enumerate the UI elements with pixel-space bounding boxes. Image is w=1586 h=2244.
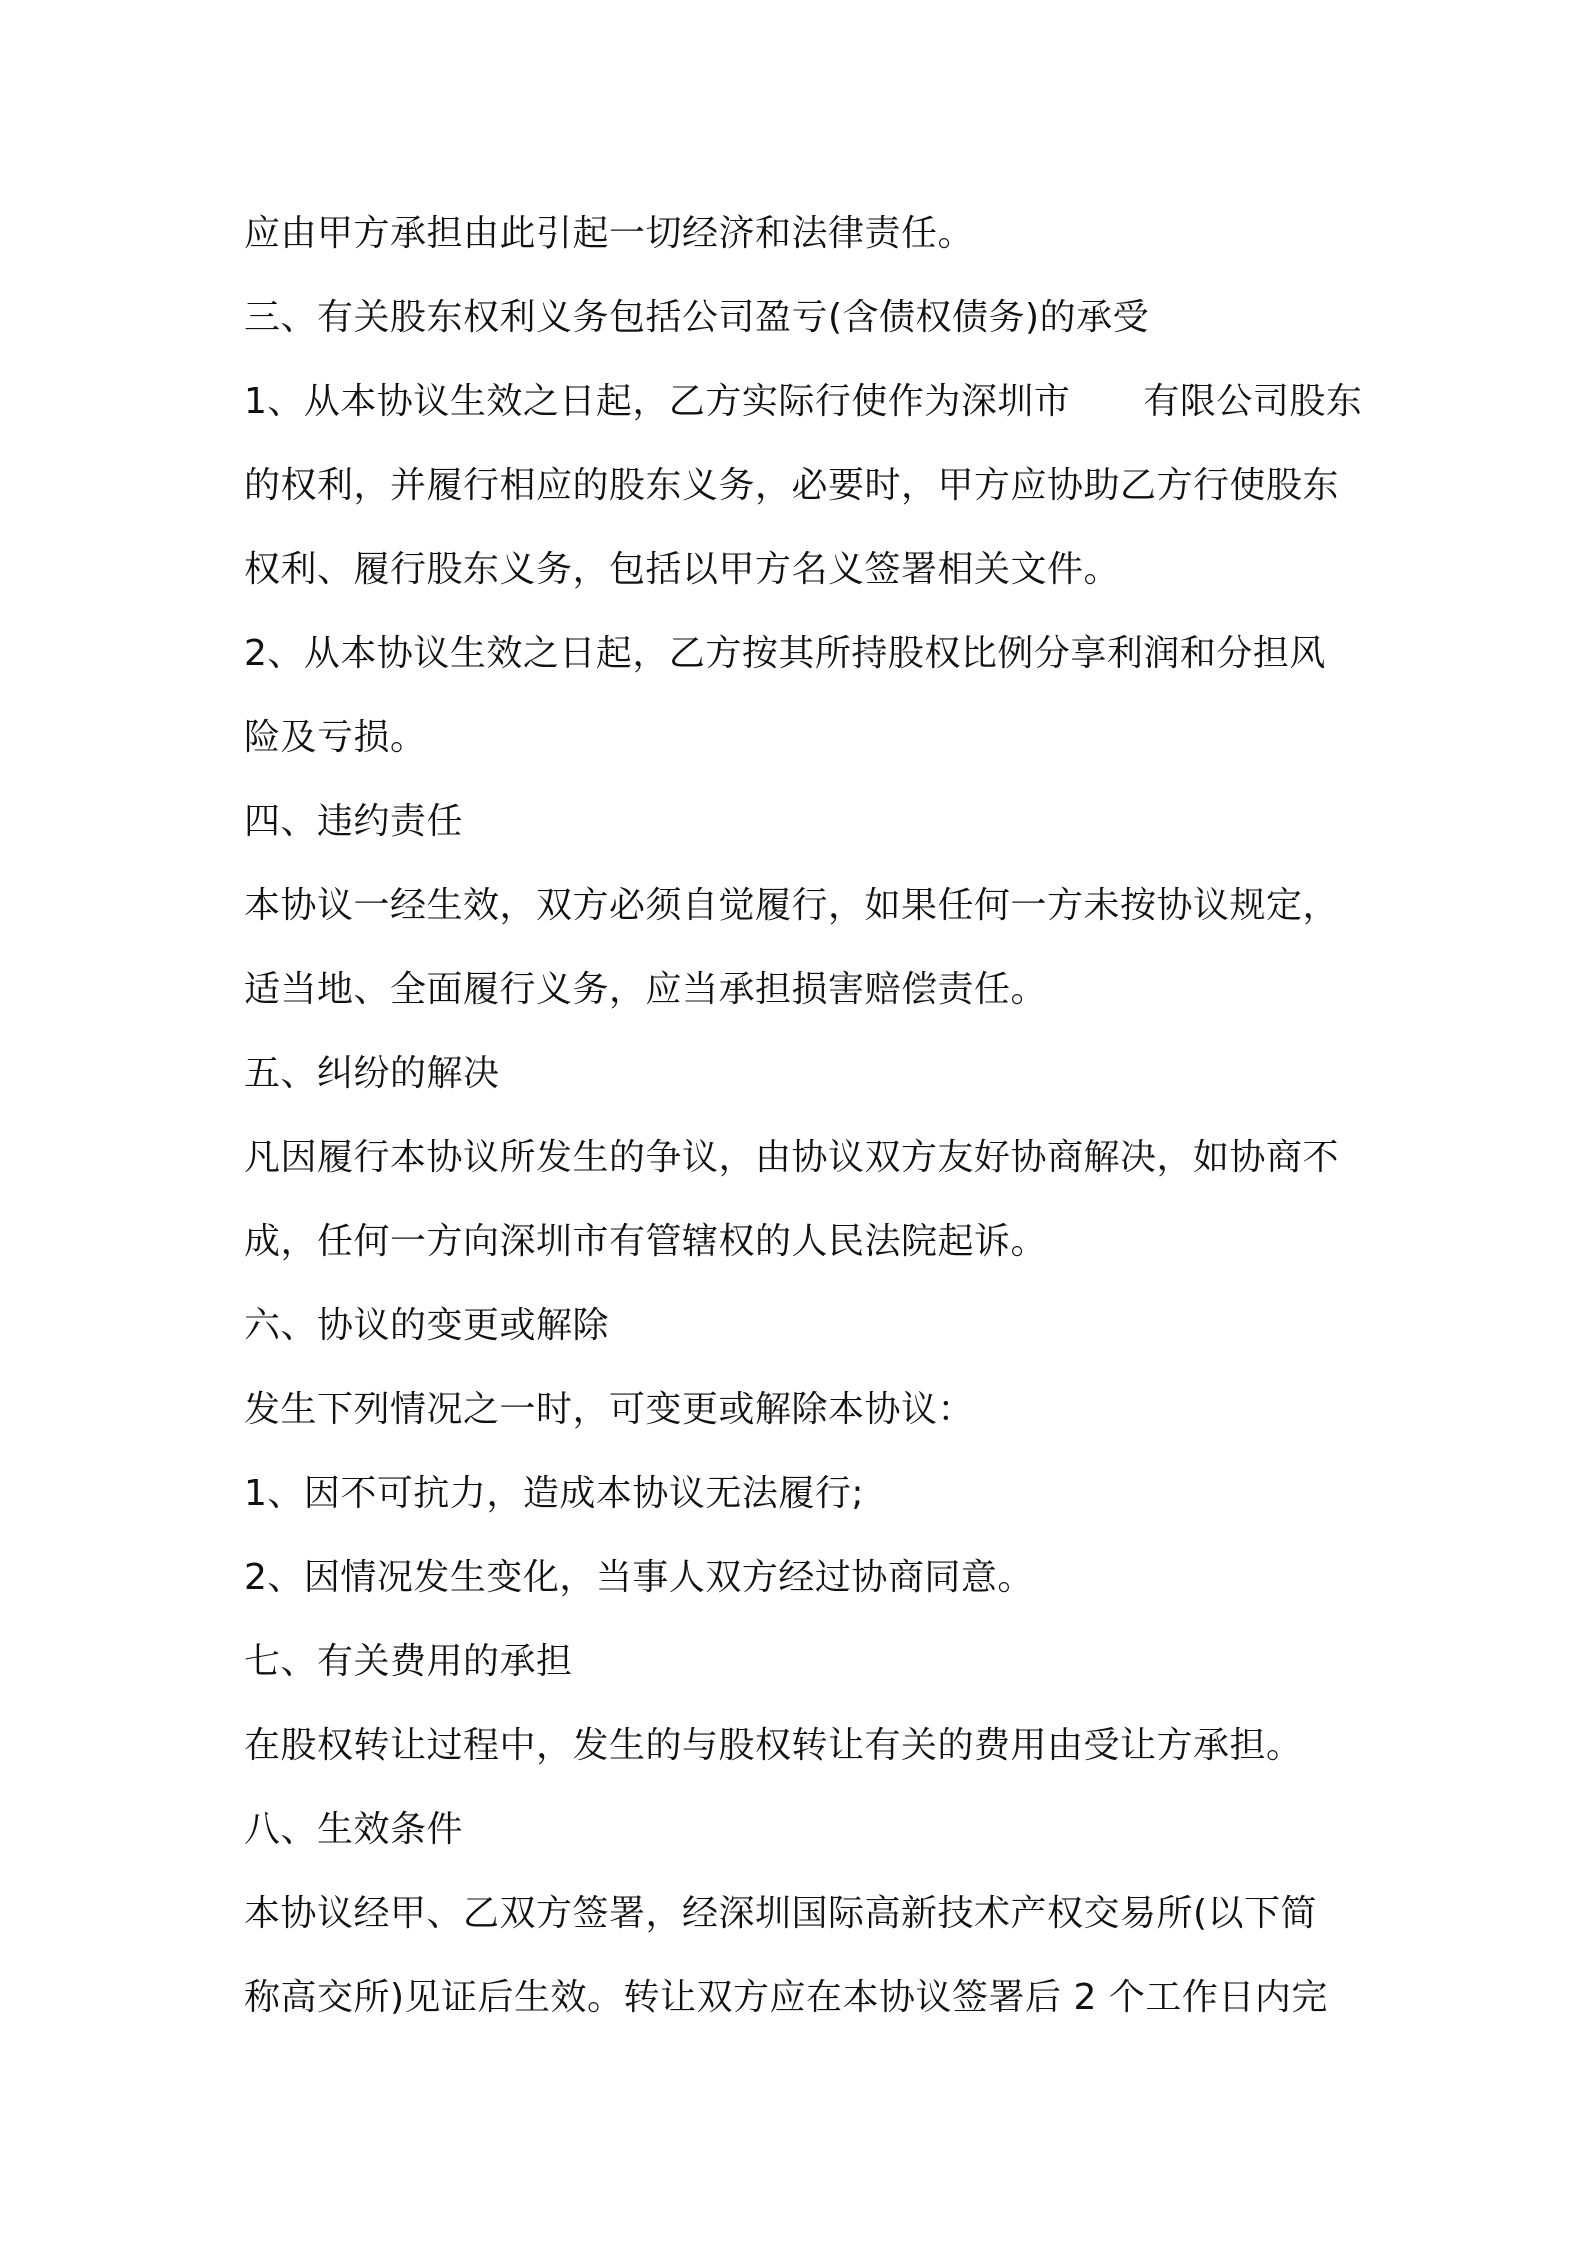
text-line: 适当地、全面履行义务，应当承担损害赔偿责任。 xyxy=(244,969,1048,1010)
text-line: 权利、履行股东义务，包括以甲方名义签署相关文件。 xyxy=(244,549,1121,590)
text-line: 应由甲方承担由此引起一切经济和法律责任。 xyxy=(244,213,975,254)
text-line: 凡因履行本协议所发生的争议，由协议双方友好协商解决，如协商不 xyxy=(244,1137,1340,1178)
document-body xyxy=(244,192,1364,2040)
section-heading-5: 五、纠纷的解决 xyxy=(244,1053,500,1094)
section-heading-6: 六、协议的变更或解除 xyxy=(244,1305,610,1346)
section-heading-8: 八、生效条件 xyxy=(244,1809,464,1850)
text-line: 险及亏损。 xyxy=(244,717,427,758)
text-line: 在股权转让过程中，发生的与股权转让有关的费用由受让方承担。 xyxy=(244,1725,1303,1766)
section-heading-7: 七、有关费用的承担 xyxy=(244,1641,573,1682)
section-heading-4: 四、违约责任 xyxy=(244,801,464,842)
text-line: 的权利，并履行相应的股东义务，必要时，甲方应协助乙方行使股东 xyxy=(244,465,1340,506)
text-line: 2、从本协议生效之日起，乙方按其所持股权比例分享利润和分担风 xyxy=(244,633,1326,674)
text-line: 1、因不可抗力，造成本协议无法履行; xyxy=(244,1473,865,1514)
text-line: 1、从本协议生效之日起，乙方实际行使作为深圳市 有限公司股东 xyxy=(244,381,1363,422)
text-line: 成，任何一方向深圳市有管辖权的人民法院起诉。 xyxy=(244,1221,1048,1262)
text-line: 发生下列情况之一时，可变更或解除本协议： xyxy=(244,1389,975,1430)
text-line: 2、因情况发生变化，当事人双方经过协商同意。 xyxy=(244,1557,1034,1598)
text-line: 称高交所)见证后生效。转让双方应在本协议签署后 2 个工作日内完 xyxy=(244,1977,1328,2018)
text-line: 本协议一经生效，双方必须自觉履行，如果任何一方未按协议规定， xyxy=(244,885,1340,926)
section-heading-3: 三、有关股东权利义务包括公司盈亏(含债权债务)的承受 xyxy=(244,297,1150,338)
text-line: 本协议经甲、乙双方签署，经深圳国际高新技术产权交易所(以下简 xyxy=(244,1893,1318,1934)
